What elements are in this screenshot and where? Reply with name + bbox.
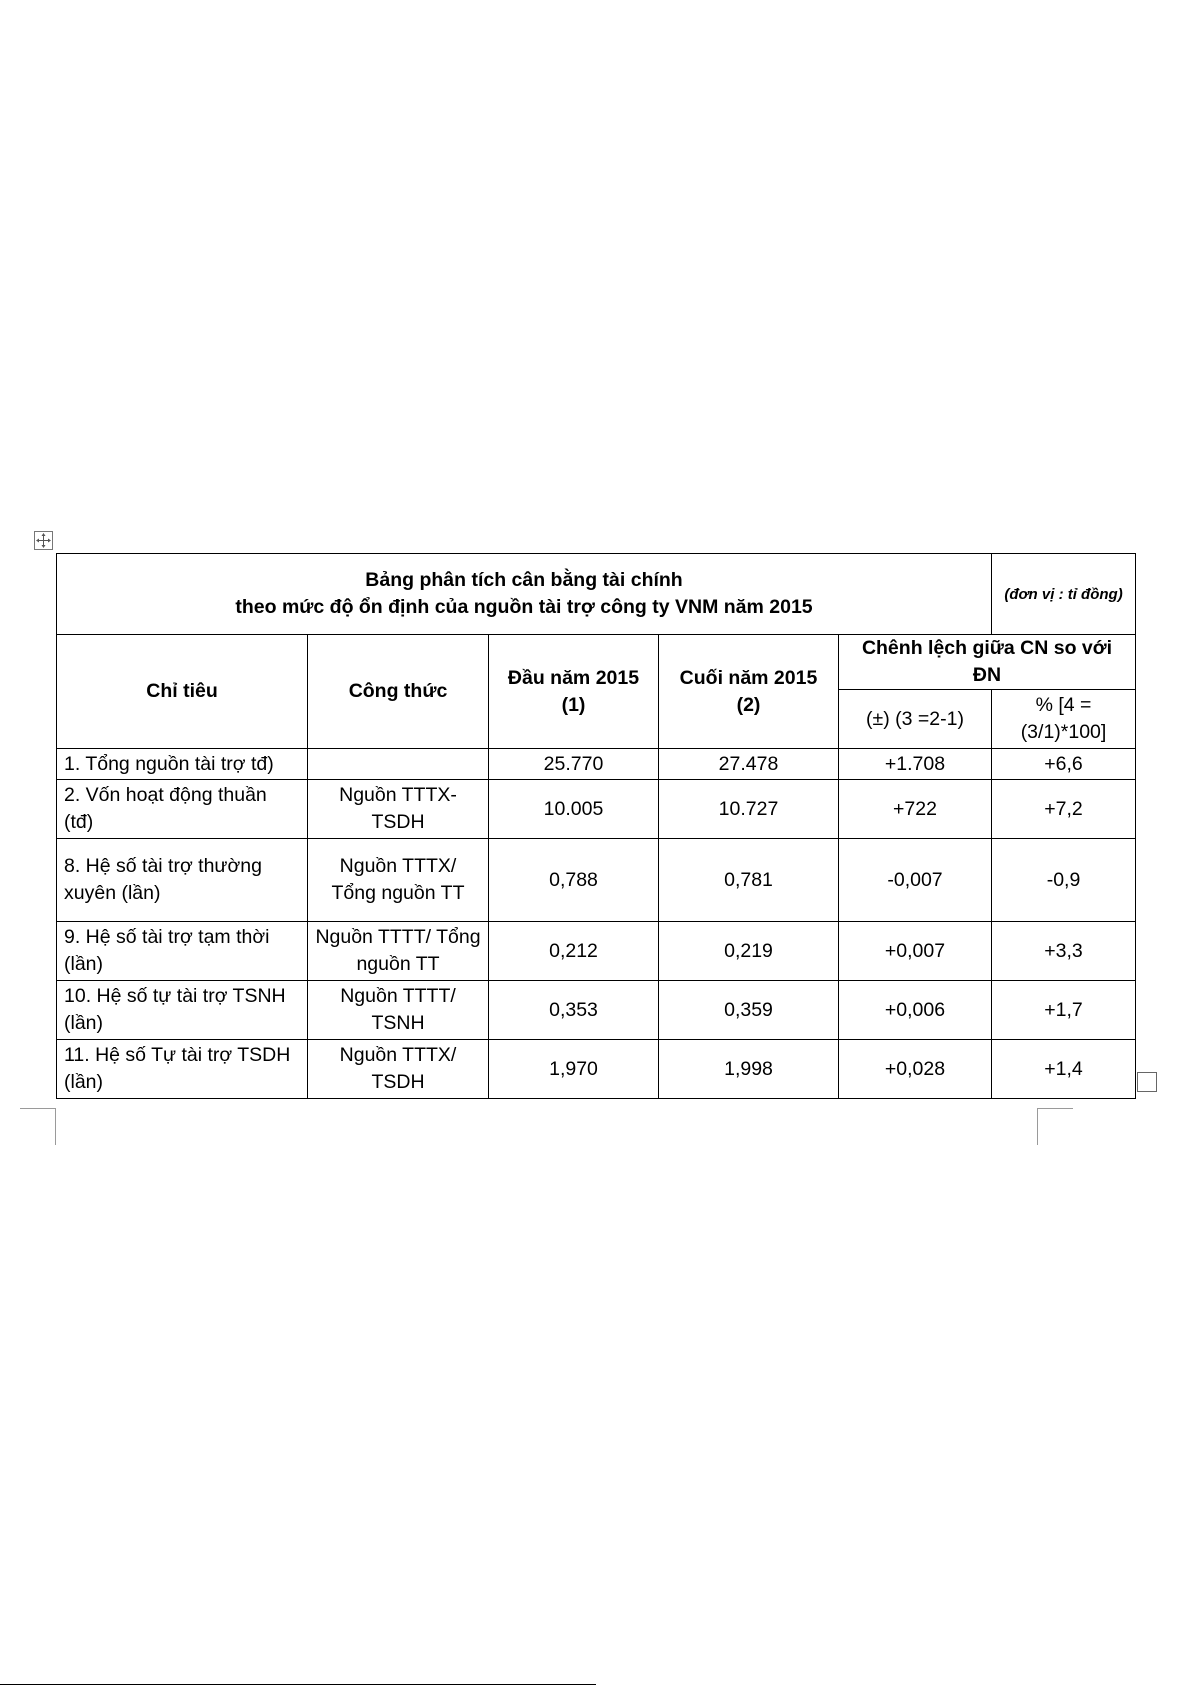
header-row-1 (57, 635, 1136, 690)
row-cuoi-nam: 27.478 (659, 749, 839, 780)
header-cong-thuc: Công thức (308, 635, 489, 749)
row-chi-tieu: 9. Hệ số tài trợ tạm thời (lần) (57, 922, 308, 981)
row-cong-thuc: Nguồn TTTX/ TSDH (308, 1040, 489, 1099)
row-abs: +0,007 (839, 922, 992, 981)
row-abs: +0,028 (839, 1040, 992, 1099)
row-pct: -0,9 (992, 839, 1136, 922)
row-cong-thuc: Nguồn TTTX-TSDH (308, 780, 489, 839)
row-dau-nam: 1,970 (489, 1040, 659, 1099)
row-chi-tieu: 2. Vốn hoạt động thuần (tđ) (57, 780, 308, 839)
header-dau-nam: Đầu năm 2015 (1) (489, 635, 659, 749)
row-chi-tieu: 11. Hệ số Tự tài trợ TSDH (lần) (57, 1040, 308, 1099)
row-cuoi-nam: 1,998 (659, 1040, 839, 1099)
row-dau-nam: 0,353 (489, 981, 659, 1040)
row-chi-tieu: 10. Hệ số tự tài trợ TSNH (lần) (57, 981, 308, 1040)
header-chi-tieu: Chỉ tiêu (57, 635, 308, 749)
row-cuoi-nam: 0,359 (659, 981, 839, 1040)
financial-balance-table (56, 553, 1136, 1099)
header-abs-diff: (±) (3 =2-1) (839, 690, 992, 749)
row-cong-thuc: Nguồn TTTX/ Tổng nguồn TT (308, 839, 489, 922)
row-abs: -0,007 (839, 839, 992, 922)
row-chi-tieu: 8. Hệ số tài trợ thường xuyên (lần) (57, 839, 308, 922)
row-cong-thuc (308, 749, 489, 780)
unit-label: (đơn vị : tỉ đồng) (992, 554, 1136, 635)
row-pct: +1,4 (992, 1040, 1136, 1099)
row-chi-tieu: 1. Tổng nguồn tài trợ tđ) (57, 749, 308, 780)
row-dau-nam: 25.770 (489, 749, 659, 780)
table-row (57, 922, 1136, 981)
row-cuoi-nam: 0,781 (659, 839, 839, 922)
row-abs: +722 (839, 780, 992, 839)
header-cuoi-nam: Cuối năm 2015 (2) (659, 635, 839, 749)
table-title (57, 554, 992, 635)
row-pct: +3,3 (992, 922, 1136, 981)
header-pct-diff: % [4 = (3/1)*100] (992, 690, 1136, 749)
row-cuoi-nam: 10.727 (659, 780, 839, 839)
row-cong-thuc: Nguồn TTTT/ TSNH (308, 981, 489, 1040)
table-row (57, 839, 1136, 922)
table-resize-handle[interactable] (1137, 1072, 1157, 1092)
table-row (57, 749, 1136, 780)
row-dau-nam: 10.005 (489, 780, 659, 839)
table-title-line1: Bảng phân tích cân bằng tài chính (365, 569, 683, 591)
row-cong-thuc: Nguồn TTTT/ Tổng nguồn TT (308, 922, 489, 981)
row-cuoi-nam: 0,219 (659, 922, 839, 981)
table-title-line2: theo mức độ ổn định của nguồn tài trợ công ty VNM năm 2015 (235, 596, 813, 618)
table-title-row (57, 554, 1136, 635)
row-pct: +1,7 (992, 981, 1136, 1040)
row-dau-nam: 0,788 (489, 839, 659, 922)
row-abs: +1.708 (839, 749, 992, 780)
table-row (57, 780, 1136, 839)
table-row (57, 981, 1136, 1040)
row-pct: +7,2 (992, 780, 1136, 839)
table-move-icon[interactable] (34, 531, 53, 550)
table-row (57, 1040, 1136, 1099)
row-dau-nam: 0,212 (489, 922, 659, 981)
page-margin-corner-right (1037, 1108, 1073, 1145)
page-margin-corner-left (20, 1108, 56, 1145)
row-pct: +6,6 (992, 749, 1136, 780)
header-chenh-lech: Chênh lệch giữa CN so với ĐN (839, 635, 1136, 690)
row-abs: +0,006 (839, 981, 992, 1040)
